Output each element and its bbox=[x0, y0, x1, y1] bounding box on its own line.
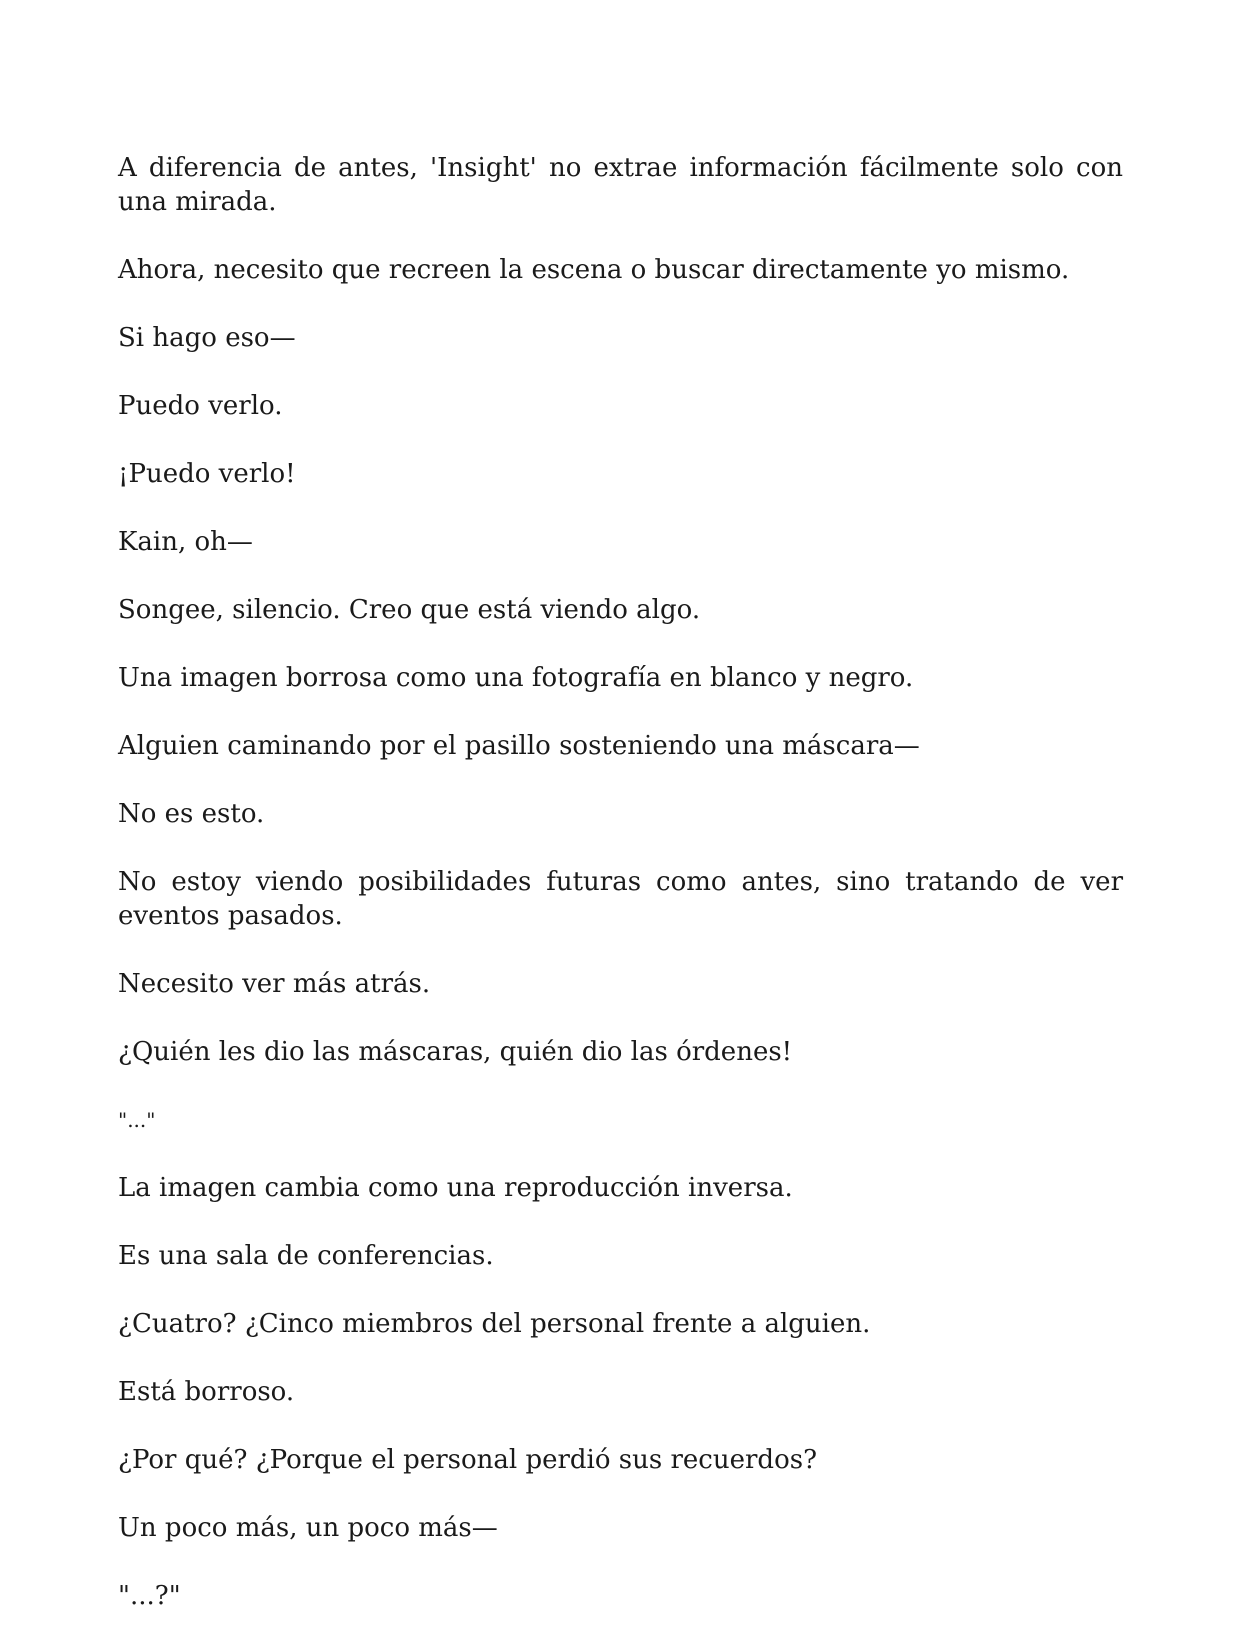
paragraph-8: Una imagen borrosa como una fotografía en blanco y negro. bbox=[118, 663, 914, 693]
paragraph-13: ¿Quién les dio las máscaras, quién dio las órdenes! bbox=[118, 1037, 793, 1067]
paragraph-9: Alguien caminando por el pasillo sosteniendo una máscara— bbox=[118, 731, 920, 761]
paragraph-11: No estoy viendo posibilidades futuras como antes, sino tratando de ver eventos pasados. bbox=[118, 867, 1123, 931]
paragraph-12: Necesito ver más atrás. bbox=[118, 969, 431, 999]
paragraph-2: Ahora, necesito que recreen la escena o buscar directamente yo mismo. bbox=[118, 255, 1070, 285]
paragraph-16: Es una sala de conferencias. bbox=[118, 1241, 494, 1271]
document-body bbox=[118, 151, 1123, 1647]
paragraph-21: "...?" bbox=[118, 1581, 181, 1611]
paragraph-7: Songee, silencio. Creo que está viendo algo. bbox=[118, 595, 701, 625]
paragraph-10: No es esto. bbox=[118, 799, 265, 829]
paragraph-3: Si hago eso— bbox=[118, 323, 296, 353]
paragraph-18: Está borroso. bbox=[118, 1377, 295, 1407]
paragraph-14: "..." bbox=[118, 1108, 156, 1132]
paragraph-6: Kain, oh— bbox=[118, 527, 253, 557]
paragraph-17: ¿Cuatro? ¿Cinco miembros del personal frente a alguien. bbox=[118, 1309, 871, 1339]
paragraph-20: Un poco más, un poco más— bbox=[118, 1513, 498, 1543]
paragraph-15: La imagen cambia como una reproducción inversa. bbox=[118, 1173, 793, 1203]
paragraph-1: A diferencia de antes, 'Insight' no extrae información fácilmente solo con una mirada. bbox=[118, 153, 1123, 217]
paragraph-5: ¡Puedo verlo! bbox=[118, 459, 296, 489]
paragraph-4: Puedo verlo. bbox=[118, 391, 283, 421]
paragraph-19: ¿Por qué? ¿Porque el personal perdió sus recuerdos? bbox=[118, 1445, 818, 1475]
